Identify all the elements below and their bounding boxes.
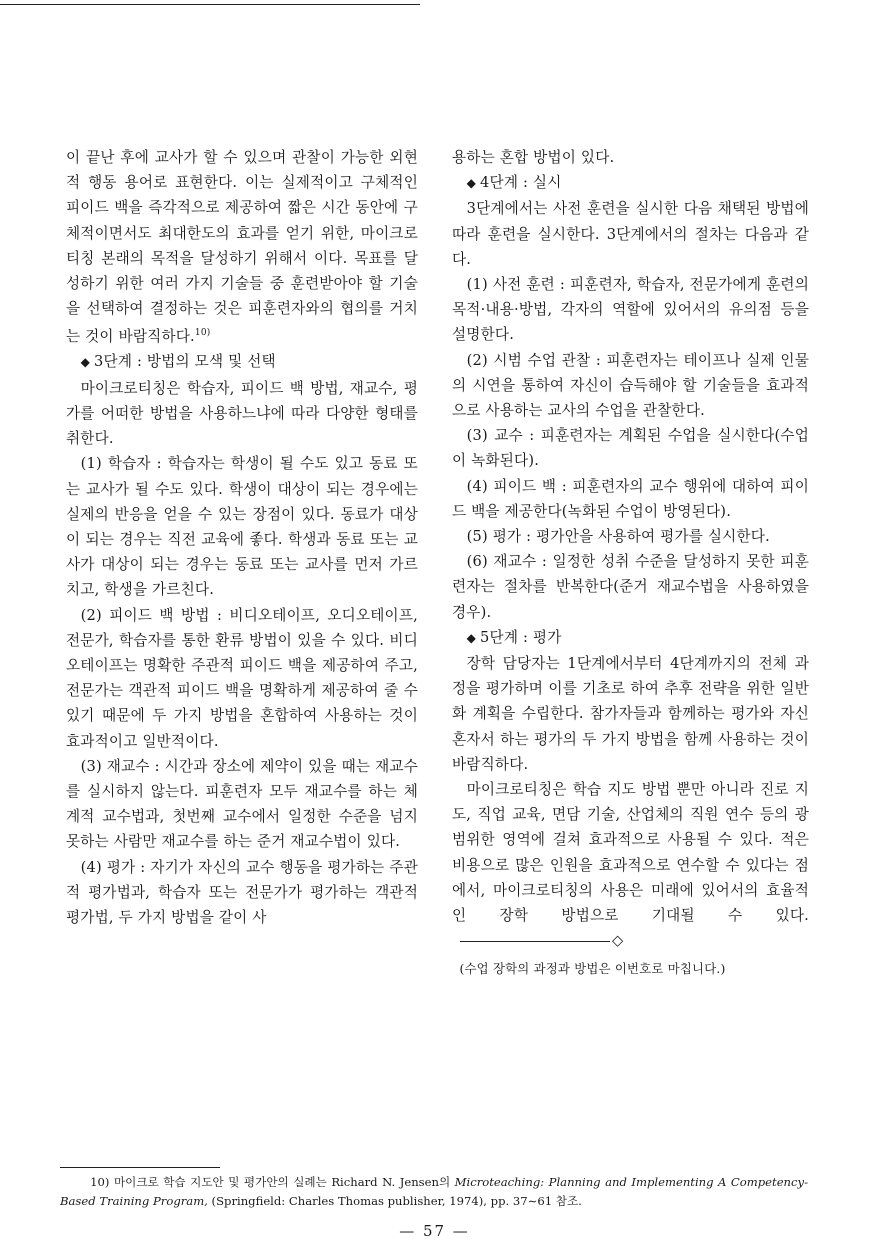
paragraph-text: (1) 사전 훈련 : 피훈련자, 학습자, 전문가에게 훈련의 목적·내용·방법, 각자의 역할에 있어서의 유의점 등을 설명한다. — [452, 276, 809, 344]
paragraph — [66, 855, 418, 931]
paragraph-text: 마이크로티칭은 학습 지도 방법 뿐만 아니라 진로 지도, 직업 교육, 면담 기술, 산업체의 직원 연수 등의 광범위한 영역에 걸쳐 효과적으로 사용될 수 있다. 적은 비용으로 많은 인원을 효과적으로 연수할 수 있다는 점에서, 마이크로티칭의 사용은 미래에 있어서의 효율적인 장학 방법으로 기대될 수 있다. — [452, 781, 809, 925]
right-column — [452, 145, 809, 981]
section-heading — [66, 349, 418, 375]
page-number: — 57 — — [399, 1222, 470, 1240]
paragraph — [66, 603, 418, 754]
closing-note — [452, 956, 809, 981]
diamond-bullet-icon: ◆ — [466, 176, 481, 191]
footnote-book-title: Microteaching: Planning and Implementing A Competency-Based Training Program, — [60, 1175, 808, 1208]
end-diamond-icon: ◇ — [612, 932, 624, 950]
paragraph — [66, 451, 418, 602]
paragraph-text: 용하는 혼합 방법이 있다. — [452, 149, 615, 166]
diamond-bullet-icon: ◆ — [80, 355, 95, 370]
paragraph — [66, 145, 418, 349]
paragraph — [66, 754, 418, 855]
paragraph-text: (2) 피이드 백 방법 : 비디오테이프, 오디오테이프, 전문가, 학습자를 통한 환류 방법이 있을 수 있다. 비디오테이프는 명확한 주관적 피이드 백을 제공하여 주고, 전문가는 객관적 피이드 백을 명확하게 제공하여 줄 수 있기 때문에 두 가지 방법을 혼합하여 사용하는 것이 효과적이고 일반적이다. — [66, 606, 418, 750]
paragraph — [452, 196, 809, 272]
section-heading — [452, 170, 809, 196]
section-heading-text: 3단계 : 방법의 모색 및 선택 — [94, 353, 276, 371]
paragraph — [452, 651, 809, 777]
paragraph — [452, 272, 809, 348]
top-rule — [0, 4, 420, 5]
paragraph — [452, 423, 809, 473]
paragraph-text: 장학 담당자는 1단계에서부터 4단계까지의 전체 과정을 평가하며 이를 기초로 하여 추후 전략을 위한 일반화 계획을 수립한다. 참가자들과 함께하는 평가와 자신 혼자서 하는 평가의 두 가지 방법을 함께 사용하는 것이 바람직하다. — [452, 655, 809, 773]
paragraph-text: (4) 평가 : 자기가 자신의 교수 행동을 평가하는 주관적 평가법과, 학습자 또는 전문가가 평가하는 객관적 평가법, 두 가지 방법을 같이 사 — [66, 858, 418, 926]
paragraph-text: (1) 학습자 : 학습자는 학생이 될 수도 있고 동료 또는 교사가 될 수도 있다. 학생이 대상이 되는 경우에는 실제의 반응을 얻을 수 있는 장점이 있다. 동료가 대상이 되는 경우는 직전 교육에 좋다. 학생과 동료 또는 교사가 대상이 되는 경우는 동료 또는 교사를 먼저 가르치고, 학생을 가르친다. — [66, 455, 418, 599]
footnote-text-after: (Springfield: Charles Thomas publisher, 1974), pp. 37∼61 참조. — [207, 1194, 582, 1208]
paragraph-text: (5) 평가 : 평가안을 사용하여 평가를 실시한다. — [466, 528, 770, 546]
paragraph-text: (수업 장학의 과정과 방법은 이번호로 마칩니다.) — [459, 960, 726, 976]
section-heading-text: 4단계 : 실시 — [480, 174, 562, 192]
paragraph-text: (4) 피이드 백 : 피훈련자의 교수 행위에 대하여 피이드 백을 제공한다(녹화된 수업이 방영된다). — [452, 477, 809, 520]
section-heading — [452, 625, 809, 651]
paragraph-text: (3) 교수 : 피훈련자는 계획된 수업을 실시한다(수업이 녹화된다). — [452, 427, 809, 470]
diamond-bullet-icon: ◆ — [466, 630, 481, 645]
footnote — [60, 1173, 808, 1211]
footnote-text-before: 마이크로 학습 지도안 및 평가안의 실례는 Richard N. Jensen의 — [113, 1175, 455, 1189]
paragraph-text: 마이크로티칭은 학습자, 피이드 백 방법, 재교수, 평가를 어떠한 방법을 사용하느냐에 따라 다양한 형태를 취한다. — [66, 379, 418, 448]
paragraph — [452, 524, 809, 549]
paragraph-text: (2) 시범 수업 관찰 : 피훈련자는 테이프나 실제 인물의 시연을 통하여 자신이 습득해야 할 기술들을 효과적으로 사용하는 교사의 수업을 관찰한다. — [452, 351, 809, 420]
paragraph — [452, 145, 809, 170]
paragraph-text: 이 끝난 후에 교사가 할 수 있으며 관찰이 가능한 외현적 행동 용어로 표현한다. 이는 실제적이고 구체적인 피이드 백을 즉각적으로 제공하여 짧은 시간 동안에 구체적이면서도 최대한도의 효과를 얻기 위한, 마이크로티칭 본래의 목적을 달성하기 위해서 이다. 목표를 달성하기 위한 여러 가지 기술들 중 훈련받아야 할 기술을 선택하여 결정하는 것은 피훈련자와의 협의를 거치는 것이 바람직하다. — [66, 149, 418, 346]
paragraph-text: (3) 재교수 : 시간과 장소에 제약이 있을 때는 재교수를 실시하지 않는다. 피훈련자 모두 재교수를 하는 체계적 교수법과, 첫번째 교수에서 일정한 수준을 넘지 못하는 사람만 재교수를 하는 준거 재교수법이 있다. — [66, 757, 418, 851]
paragraph-text: (6) 재교수 : 일정한 성취 수준을 달성하지 못한 피훈련자는 절차를 반복한다(준거 재교수법을 사용하였을 경우). — [452, 553, 809, 621]
left-column — [66, 145, 418, 930]
section-heading-text: 5단계 : 평가 — [480, 628, 562, 646]
paragraph — [452, 348, 809, 424]
footnote-number: 10) — [90, 1175, 110, 1189]
paragraph — [452, 549, 809, 625]
paragraph — [452, 474, 809, 524]
footnote-reference: 10) — [194, 328, 211, 339]
paragraph-text: 3단계에서는 사전 훈련을 실시한 다음 채택된 방법에 따라 훈련을 실시한다. 3단계에서의 절차는 다음과 같다. — [452, 200, 809, 268]
end-rule — [460, 941, 610, 942]
paragraph — [452, 777, 809, 953]
paragraph — [66, 376, 418, 452]
footnote-rule — [60, 1167, 220, 1168]
